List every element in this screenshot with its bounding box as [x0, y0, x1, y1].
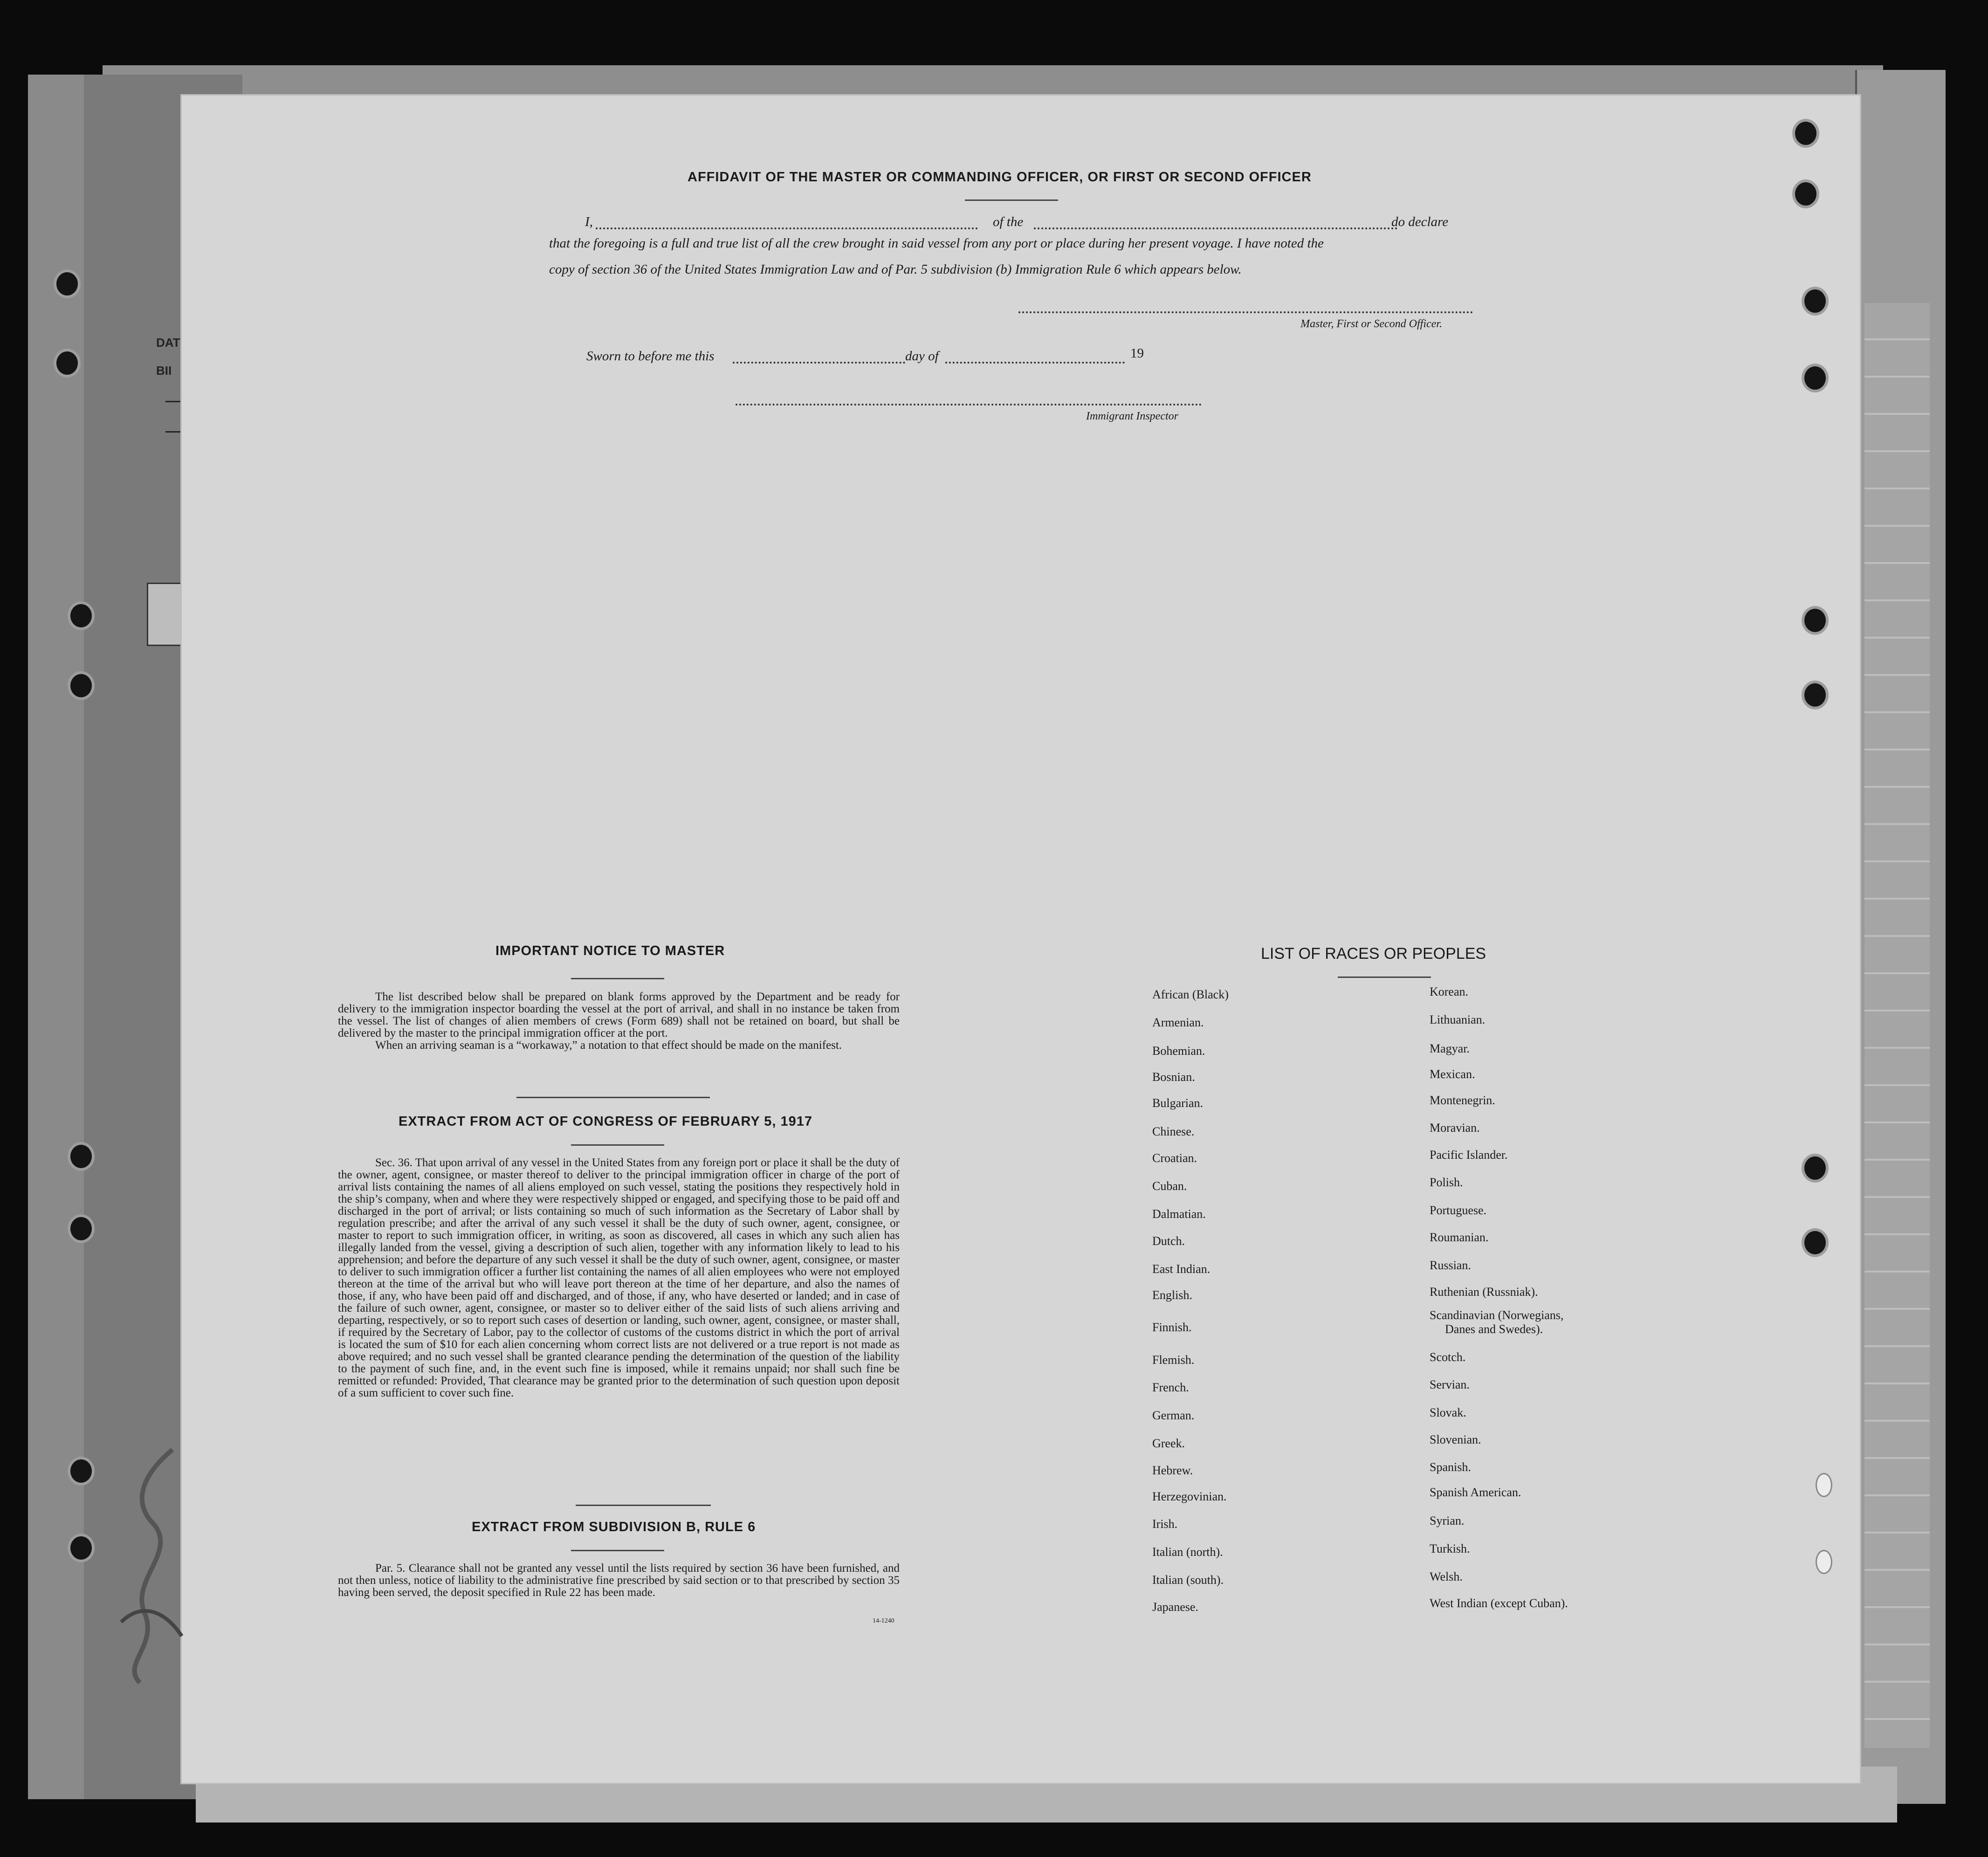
- race-item: Finnish.: [1152, 1321, 1192, 1334]
- race-item: Roumanian.: [1430, 1231, 1489, 1244]
- name-blank-line[interactable]: [596, 227, 978, 229]
- race-item: East Indian.: [1152, 1262, 1211, 1276]
- binder-hole: [1802, 1228, 1829, 1257]
- race-item: Herzegovinian.: [1152, 1490, 1227, 1503]
- binder-hole: [1816, 1473, 1832, 1497]
- race-item: Polish.: [1430, 1176, 1463, 1189]
- race-item: Welsh.: [1430, 1570, 1463, 1583]
- binder-hole: [54, 349, 81, 378]
- binder-hole: [68, 601, 95, 630]
- binder-hole: [1802, 681, 1829, 709]
- binder-hole: [1802, 606, 1829, 635]
- inspector-signature-line[interactable]: [736, 404, 1202, 406]
- divider: [576, 1505, 711, 1506]
- notice-title: IMPORTANT NOTICE TO MASTER: [495, 943, 725, 958]
- binder-hole: [1802, 364, 1829, 392]
- races-title: LIST OF RACES OR PEOPLES: [1261, 945, 1486, 963]
- underlying-text-fragment: DAT: [156, 336, 180, 350]
- extract-rule-title: EXTRACT FROM SUBDIVISION B, RULE 6: [472, 1520, 756, 1534]
- race-item: Japanese.: [1152, 1600, 1198, 1614]
- race-item: Spanish.: [1430, 1460, 1471, 1474]
- race-item: Dalmatian.: [1152, 1207, 1206, 1221]
- race-item: English.: [1152, 1288, 1192, 1302]
- race-item: Mexican.: [1430, 1067, 1475, 1081]
- notice-body: [338, 991, 900, 1052]
- form-page: [182, 96, 1860, 1783]
- sworn-year-label: 19: [1130, 346, 1144, 361]
- race-item: Bosnian.: [1152, 1070, 1195, 1084]
- race-item: Turkish.: [1430, 1542, 1470, 1555]
- race-item: Moravian.: [1430, 1121, 1480, 1135]
- race-item: French.: [1152, 1381, 1189, 1394]
- race-item: Croatian.: [1152, 1151, 1197, 1165]
- underlying-text-fragment: BII: [156, 364, 172, 378]
- binder-hole: [54, 269, 81, 298]
- divider: [571, 1144, 664, 1146]
- binder-hole: [68, 1534, 95, 1562]
- race-item: German.: [1152, 1409, 1195, 1422]
- affidavit-of-the-label: of the: [993, 214, 1024, 229]
- race-item: Greek.: [1152, 1437, 1185, 1450]
- sworn-month-blank-line[interactable]: [945, 362, 1125, 364]
- divider: [965, 199, 1058, 201]
- extract-act-title: EXTRACT FROM ACT OF CONGRESS OF FEBRUARY 5, 1917: [399, 1114, 813, 1129]
- race-item: Portuguese.: [1430, 1204, 1487, 1217]
- affidavit-i-label: I,: [585, 214, 593, 229]
- affidavit-statement: copy of section 36 of the United States Immigration Law and of Par. 5 subdivision (b) Immigration Rule 6 which appears below.: [549, 262, 1242, 277]
- race-item: Dutch.: [1152, 1234, 1185, 1248]
- divider: [1338, 977, 1431, 978]
- race-item: Italian (south).: [1152, 1573, 1224, 1587]
- race-item: Chinese.: [1152, 1125, 1195, 1138]
- divider: [571, 978, 664, 979]
- race-item: Hebrew.: [1152, 1464, 1193, 1477]
- divider: [571, 1550, 664, 1551]
- binder-hole: [1792, 119, 1819, 148]
- binder-hole: [68, 1214, 95, 1243]
- race-item: Scotch.: [1430, 1350, 1466, 1364]
- binder-hole: [68, 1142, 95, 1171]
- race-item: Armenian.: [1152, 1016, 1204, 1029]
- race-item: Magyar.: [1430, 1042, 1470, 1055]
- race-item: Irish.: [1152, 1517, 1178, 1531]
- divider: [516, 1097, 710, 1098]
- race-item: Spanish American.: [1430, 1486, 1521, 1499]
- master-signature-line[interactable]: [1018, 311, 1473, 313]
- race-item: Italian (north).: [1152, 1545, 1223, 1559]
- notice-paragraph: When an arriving seaman is a “workaway,” a notation to that effect should be made on the manifest.: [375, 1039, 842, 1052]
- extract-rule-body: [338, 1562, 900, 1599]
- race-item: Syrian.: [1430, 1514, 1465, 1527]
- sworn-day-of-label: day of: [905, 349, 939, 364]
- affidavit-declare-label: do declare: [1391, 214, 1449, 229]
- race-item: Slovak.: [1430, 1406, 1466, 1419]
- race-item: Danes and Swedes).: [1445, 1322, 1543, 1336]
- inspector-caption: Immigrant Inspector: [1086, 410, 1178, 422]
- underlying-ruled-lines: [1864, 303, 1930, 1748]
- underlying-rule: [165, 431, 184, 433]
- race-item: Slovenian.: [1430, 1433, 1481, 1446]
- race-item: Pacific Islander.: [1430, 1148, 1508, 1162]
- sworn-day-blank-line[interactable]: [733, 362, 905, 364]
- race-item: African (Black): [1152, 988, 1229, 1001]
- race-item: West Indian (except Cuban).: [1430, 1596, 1568, 1610]
- vessel-blank-line[interactable]: [1034, 227, 1397, 229]
- race-item: Bulgarian.: [1152, 1096, 1204, 1110]
- binder-hole: [1792, 179, 1819, 208]
- race-item: Cuban.: [1152, 1179, 1187, 1193]
- underlying-rule: [165, 401, 184, 402]
- affidavit-statement: that the foregoing is a full and true list of all the crew brought in said vessel from any port or place during her present voyage. I have noted the: [549, 236, 1324, 251]
- binder-hole: [1802, 1154, 1829, 1183]
- race-item: Servian.: [1430, 1378, 1470, 1391]
- race-item: Scandinavian (Norwegians,: [1430, 1308, 1564, 1322]
- race-item: Flemish.: [1152, 1353, 1195, 1367]
- binder-hole: [1802, 287, 1829, 316]
- extract-rule-paragraph: Par. 5. Clearance shall not be granted any vessel until the lists required by section 36 have been furnished, and not then unless, notice of liability to the administrative fine prescribed by said section or to that prescribed by section 35 having been served, the deposit specified in Rule 22 has been made.: [338, 1562, 900, 1599]
- affidavit-title: AFFIDAVIT OF THE MASTER OR COMMANDING OFFICER, OR FIRST OR SECOND OFFICER: [688, 170, 1312, 185]
- race-item: Lithuanian.: [1430, 1013, 1486, 1026]
- race-item: Ruthenian (Russniak).: [1430, 1285, 1538, 1299]
- race-item: Korean.: [1430, 985, 1469, 998]
- extract-act-paragraph: Sec. 36. That upon arrival of any vessel in the United States from any foreign port or place it shall be the duty of the owner, agent, consignee, or master thereof to deliver to the principal immigration officer in charge of the port of arrival lists containing the names of all aliens employed on such vessel, stating the positions they respectively hold in the ship’s company, when and where they were respectively shipped or engaged, and specifying those to be paid off and discharged in the port of arrival; or lists containing so much of such information as the Secretary of Labor shall by regulation prescribe; and after the arrival of any such vessel it shall be the duty of such owner, agent, consignee, or master to report to such immigration officer, in writing, as soon as discovered, all cases in which any such alien has illegally landed from the vessel, giving a description of such alien, together with any information likely to lead to his apprehension; and before the departure of any such vessel it shall be the duty of such owner, agent, consignee, or master to deliver to such immigration officer a further list containing the names of all alien employees who were not employed thereon at the time of the arrival but who will leave port thereon at the time of her departure, and also the names of those, if any, who have been paid off and discharged, and of those, if any, who have deserted or landed; and in case of the failure of such owner, agent, consignee, or master so to deliver either of the said lists of such aliens arriving and departing, respectively, or so to report such cases of desertion or landing, such owner, agent, consignee, or master shall, if required by the Secretary of Labor, pay to the collector of customs of the customs district in which the port of arrival is located the sum of $10 for each alien concerning whom correct lists are not delivered or a true report is not made as above required; and no such vessel shall be granted clearance pending the determination of the question of the liability to the payment of such fine, and, in the event such fine is imposed, while it remains unpaid; nor shall such fine be remitted or refunded: Provided, That clearance may be granted prior to the determination of such question upon deposit of a sum sufficient to cover such fine.: [338, 1156, 900, 1399]
- sworn-label: Sworn to before me this: [586, 349, 715, 364]
- binder-hole: [1816, 1550, 1832, 1574]
- binder-hole: [68, 1457, 95, 1486]
- extract-act-body: [338, 1157, 900, 1399]
- race-item: Montenegrin.: [1430, 1094, 1495, 1107]
- notice-paragraph: The list described below shall be prepared on blank forms approved by the Department and be ready for delivery to the immigration inspector boarding the vessel at the port of arrival, and shall in no instance be taken from the vessel. The list of changes of alien members of crews (Form 689) shall not be retained on board, but shall be delivered by the master to the principal immigration officer at the port.: [338, 990, 900, 1039]
- master-caption: Master, First or Second Officer.: [1300, 318, 1442, 330]
- form-number: 14-1240: [873, 1617, 894, 1624]
- race-item: Bohemian.: [1152, 1044, 1205, 1058]
- binder-hole: [68, 671, 95, 700]
- binding-string: [103, 1445, 210, 1687]
- race-item: Russian.: [1430, 1259, 1471, 1272]
